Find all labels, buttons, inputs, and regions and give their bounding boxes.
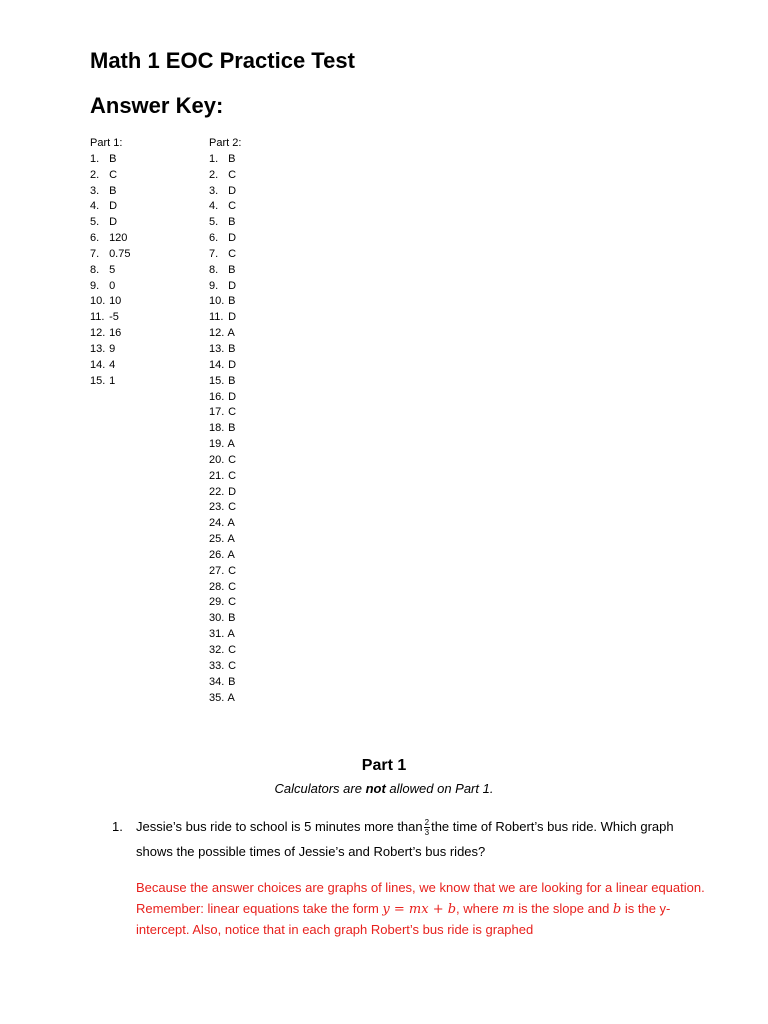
answer-number: 14. (90, 358, 106, 371)
answer-number: 28. (209, 580, 225, 593)
answer-number: 33. (209, 659, 225, 672)
answer-row (90, 199, 130, 215)
answer-number: 21. (209, 469, 225, 482)
answer-row (209, 342, 241, 358)
answer-row (90, 263, 130, 279)
answer-value: C (228, 580, 237, 593)
fraction-numerator: 2 (424, 818, 430, 828)
answer-row (209, 152, 241, 168)
answer-value: C (228, 453, 237, 466)
answer-value: A (227, 438, 235, 451)
answer-number: 29. (209, 596, 225, 609)
answer-number: 10. (209, 295, 225, 308)
answer-row (90, 247, 130, 263)
answer-row (209, 611, 241, 627)
answer-row (90, 215, 130, 231)
answer-value: C (228, 406, 237, 419)
answer-value: D (228, 279, 237, 292)
answer-value: C (228, 168, 237, 181)
answer-row (209, 659, 241, 675)
section-heading: Part 1 (361, 757, 407, 774)
answer-number: 27. (209, 564, 225, 577)
fraction-denominator: 3 (424, 828, 430, 838)
answer-row (209, 500, 241, 516)
answer-value: D (228, 311, 237, 324)
answer-row (209, 564, 241, 580)
answer-number: 2. (209, 168, 219, 181)
answer-row (209, 580, 241, 596)
answer-row (209, 247, 241, 263)
answer-row (209, 231, 241, 247)
calculator-note-text-2: allowed on Part 1. (385, 781, 494, 796)
answer-value: A (227, 548, 235, 561)
answer-value: C (228, 564, 237, 577)
answer-value: C (228, 501, 237, 514)
answer-number: 3. (209, 184, 219, 197)
answer-number: 26. (209, 548, 225, 561)
answer-key-heading: Answer Key: (90, 93, 224, 118)
answer-value: C (228, 596, 237, 609)
answer-row (209, 184, 241, 200)
answer-number: 30. (209, 612, 225, 625)
answer-value: B (228, 152, 236, 165)
question-text (136, 814, 702, 864)
answer-number: 15. (209, 374, 225, 387)
answer-row (90, 152, 130, 168)
answer-number: 20. (209, 453, 225, 466)
part1-key-heading: Part 1: (90, 137, 123, 149)
answer-number: 4. (90, 200, 100, 213)
answer-value: C (228, 247, 237, 260)
answer-value: A (227, 517, 235, 530)
answer-value: D (228, 358, 237, 371)
answer-row (209, 469, 241, 485)
answer-row (209, 516, 241, 532)
answer-number: 9. (90, 279, 100, 292)
answer-value: B (228, 422, 236, 435)
answer-value: B (228, 374, 236, 387)
answer-value: B (228, 216, 236, 229)
answer-number: 7. (209, 247, 219, 260)
answer-value: C (228, 659, 237, 672)
page-title: Math 1 EOC Practice Test (90, 48, 355, 73)
answer-number: 6. (90, 232, 100, 245)
answer-value: B (109, 184, 117, 197)
answer-value: D (228, 485, 237, 498)
answer-row (209, 675, 241, 691)
explanation-text-2: , where (456, 900, 503, 916)
answer-number: 4. (209, 200, 219, 213)
answer-row (209, 485, 241, 501)
part2-answer-list (209, 136, 241, 706)
answer-row (209, 691, 241, 707)
answer-row (209, 453, 241, 469)
answer-value: 4 (109, 358, 116, 371)
answer-value: 9 (109, 342, 116, 355)
answer-number: 34. (209, 675, 225, 688)
answer-value: D (109, 200, 118, 213)
answer-row (209, 595, 241, 611)
answer-number: 12. (209, 327, 225, 340)
answer-row (209, 374, 241, 390)
answer-number: 16. (209, 390, 225, 403)
answer-explanation (136, 878, 706, 941)
answer-number: 1. (90, 152, 100, 165)
answer-number: 18. (209, 422, 225, 435)
answer-row (209, 168, 241, 184)
answer-value: B (228, 342, 236, 355)
calculator-note (0, 780, 768, 798)
fraction-two-thirds (424, 818, 430, 837)
answer-number: 5. (90, 216, 100, 229)
answer-row (209, 279, 241, 295)
answer-number: 1. (209, 152, 219, 165)
question-text-part-1: Jessie’s bus ride to school is 5 minutes more than (136, 819, 423, 834)
answer-number: 9. (209, 279, 219, 292)
answer-number: 15. (90, 374, 106, 387)
answer-number: 25. (209, 533, 225, 546)
answer-value: B (228, 295, 236, 308)
answer-row (90, 310, 130, 326)
answer-value: C (109, 168, 118, 181)
answer-number: 6. (209, 232, 219, 245)
answer-number: 13. (209, 342, 225, 355)
answer-number: 2. (90, 168, 100, 181)
part2-key-heading: Part 2: (209, 137, 242, 149)
answer-number: 17. (209, 406, 225, 419)
answer-value: B (228, 675, 236, 688)
answer-number: 22. (209, 485, 225, 498)
answer-value: B (109, 152, 117, 165)
answer-value: 10 (109, 295, 122, 308)
answer-number: 35. (209, 691, 225, 704)
answer-number: 3. (90, 184, 100, 197)
answer-row (209, 263, 241, 279)
answer-value: D (228, 232, 237, 245)
answer-row (90, 374, 130, 390)
answer-row (209, 627, 241, 643)
answer-value: A (227, 628, 235, 641)
answer-value: 0.75 (109, 247, 131, 260)
answer-row (209, 310, 241, 326)
answer-row (209, 390, 241, 406)
answer-number: 8. (90, 263, 100, 276)
answer-number: 24. (209, 517, 225, 530)
question-1 (112, 814, 702, 864)
answer-value: 0 (109, 279, 116, 292)
answer-value: C (228, 200, 237, 213)
answer-value: 16 (109, 327, 122, 340)
answer-value: A (227, 533, 235, 546)
answer-row (90, 168, 130, 184)
answer-row (209, 199, 241, 215)
answer-value: 1 (109, 374, 116, 387)
answer-value: C (228, 469, 237, 482)
calculator-note-emphasis: not (365, 781, 386, 796)
intercept-variable: b (612, 901, 622, 917)
explanation-text-4: is the y-intercept. Also, notice that in each graph Robert’s bus ride is graphed (136, 900, 671, 937)
answer-value: A (227, 327, 235, 340)
answer-row (209, 326, 241, 342)
question-number: 1. (112, 819, 123, 834)
answer-number: 13. (90, 342, 106, 355)
answer-number: 10. (90, 295, 106, 308)
answer-number: 14. (209, 358, 225, 371)
answer-row (209, 294, 241, 310)
answer-value: -5 (109, 311, 119, 324)
explanation-text-3: is the slope and (514, 900, 613, 916)
answer-row (90, 279, 130, 295)
answer-row (209, 437, 241, 453)
answer-number: 32. (209, 644, 225, 656)
answer-value: D (228, 184, 237, 197)
answer-row (209, 215, 241, 231)
answer-value: 120 (109, 232, 128, 245)
answer-row (209, 405, 241, 421)
explanation-text-1: Because the answer choices are graphs of lines, we know that we are looking for a linear equation. Remember: linear equations take the form (136, 880, 705, 916)
answer-row (90, 184, 130, 200)
calculator-note-text-1: Calculators are (274, 781, 366, 796)
answer-value: A (227, 691, 235, 704)
answer-value: 5 (109, 263, 116, 276)
answer-number: 23. (209, 501, 225, 514)
answer-number: 12. (90, 327, 106, 340)
answer-row (209, 548, 241, 564)
answer-row (90, 358, 130, 374)
answer-value: D (228, 390, 237, 403)
slope-variable: m (502, 901, 515, 917)
answer-row (209, 421, 241, 437)
answer-value: B (228, 612, 236, 625)
answer-row (209, 532, 241, 548)
answer-number: 5. (209, 216, 219, 229)
answer-row (90, 294, 130, 310)
answer-row (209, 643, 241, 659)
linear-equation: y = mx + b (382, 901, 457, 917)
answer-number: 8. (209, 263, 219, 276)
answer-row (90, 342, 130, 358)
answer-value: D (109, 216, 118, 229)
answer-number: 31. (209, 628, 225, 641)
answer-value: B (228, 263, 236, 276)
answer-value: C (228, 644, 237, 656)
answer-row (209, 358, 241, 374)
answer-number: 19. (209, 438, 225, 451)
part1-answer-list (90, 136, 130, 390)
answer-number: 7. (90, 247, 100, 260)
answer-number: 11. (209, 311, 224, 324)
question-text-part-2: the time of Robert’s bus ride. Which graph shows the possible times of Jessie’s and Robert’s bus rides? (136, 819, 674, 859)
answer-row (90, 231, 130, 247)
answer-row (90, 326, 130, 342)
answer-number: 11. (90, 311, 105, 324)
